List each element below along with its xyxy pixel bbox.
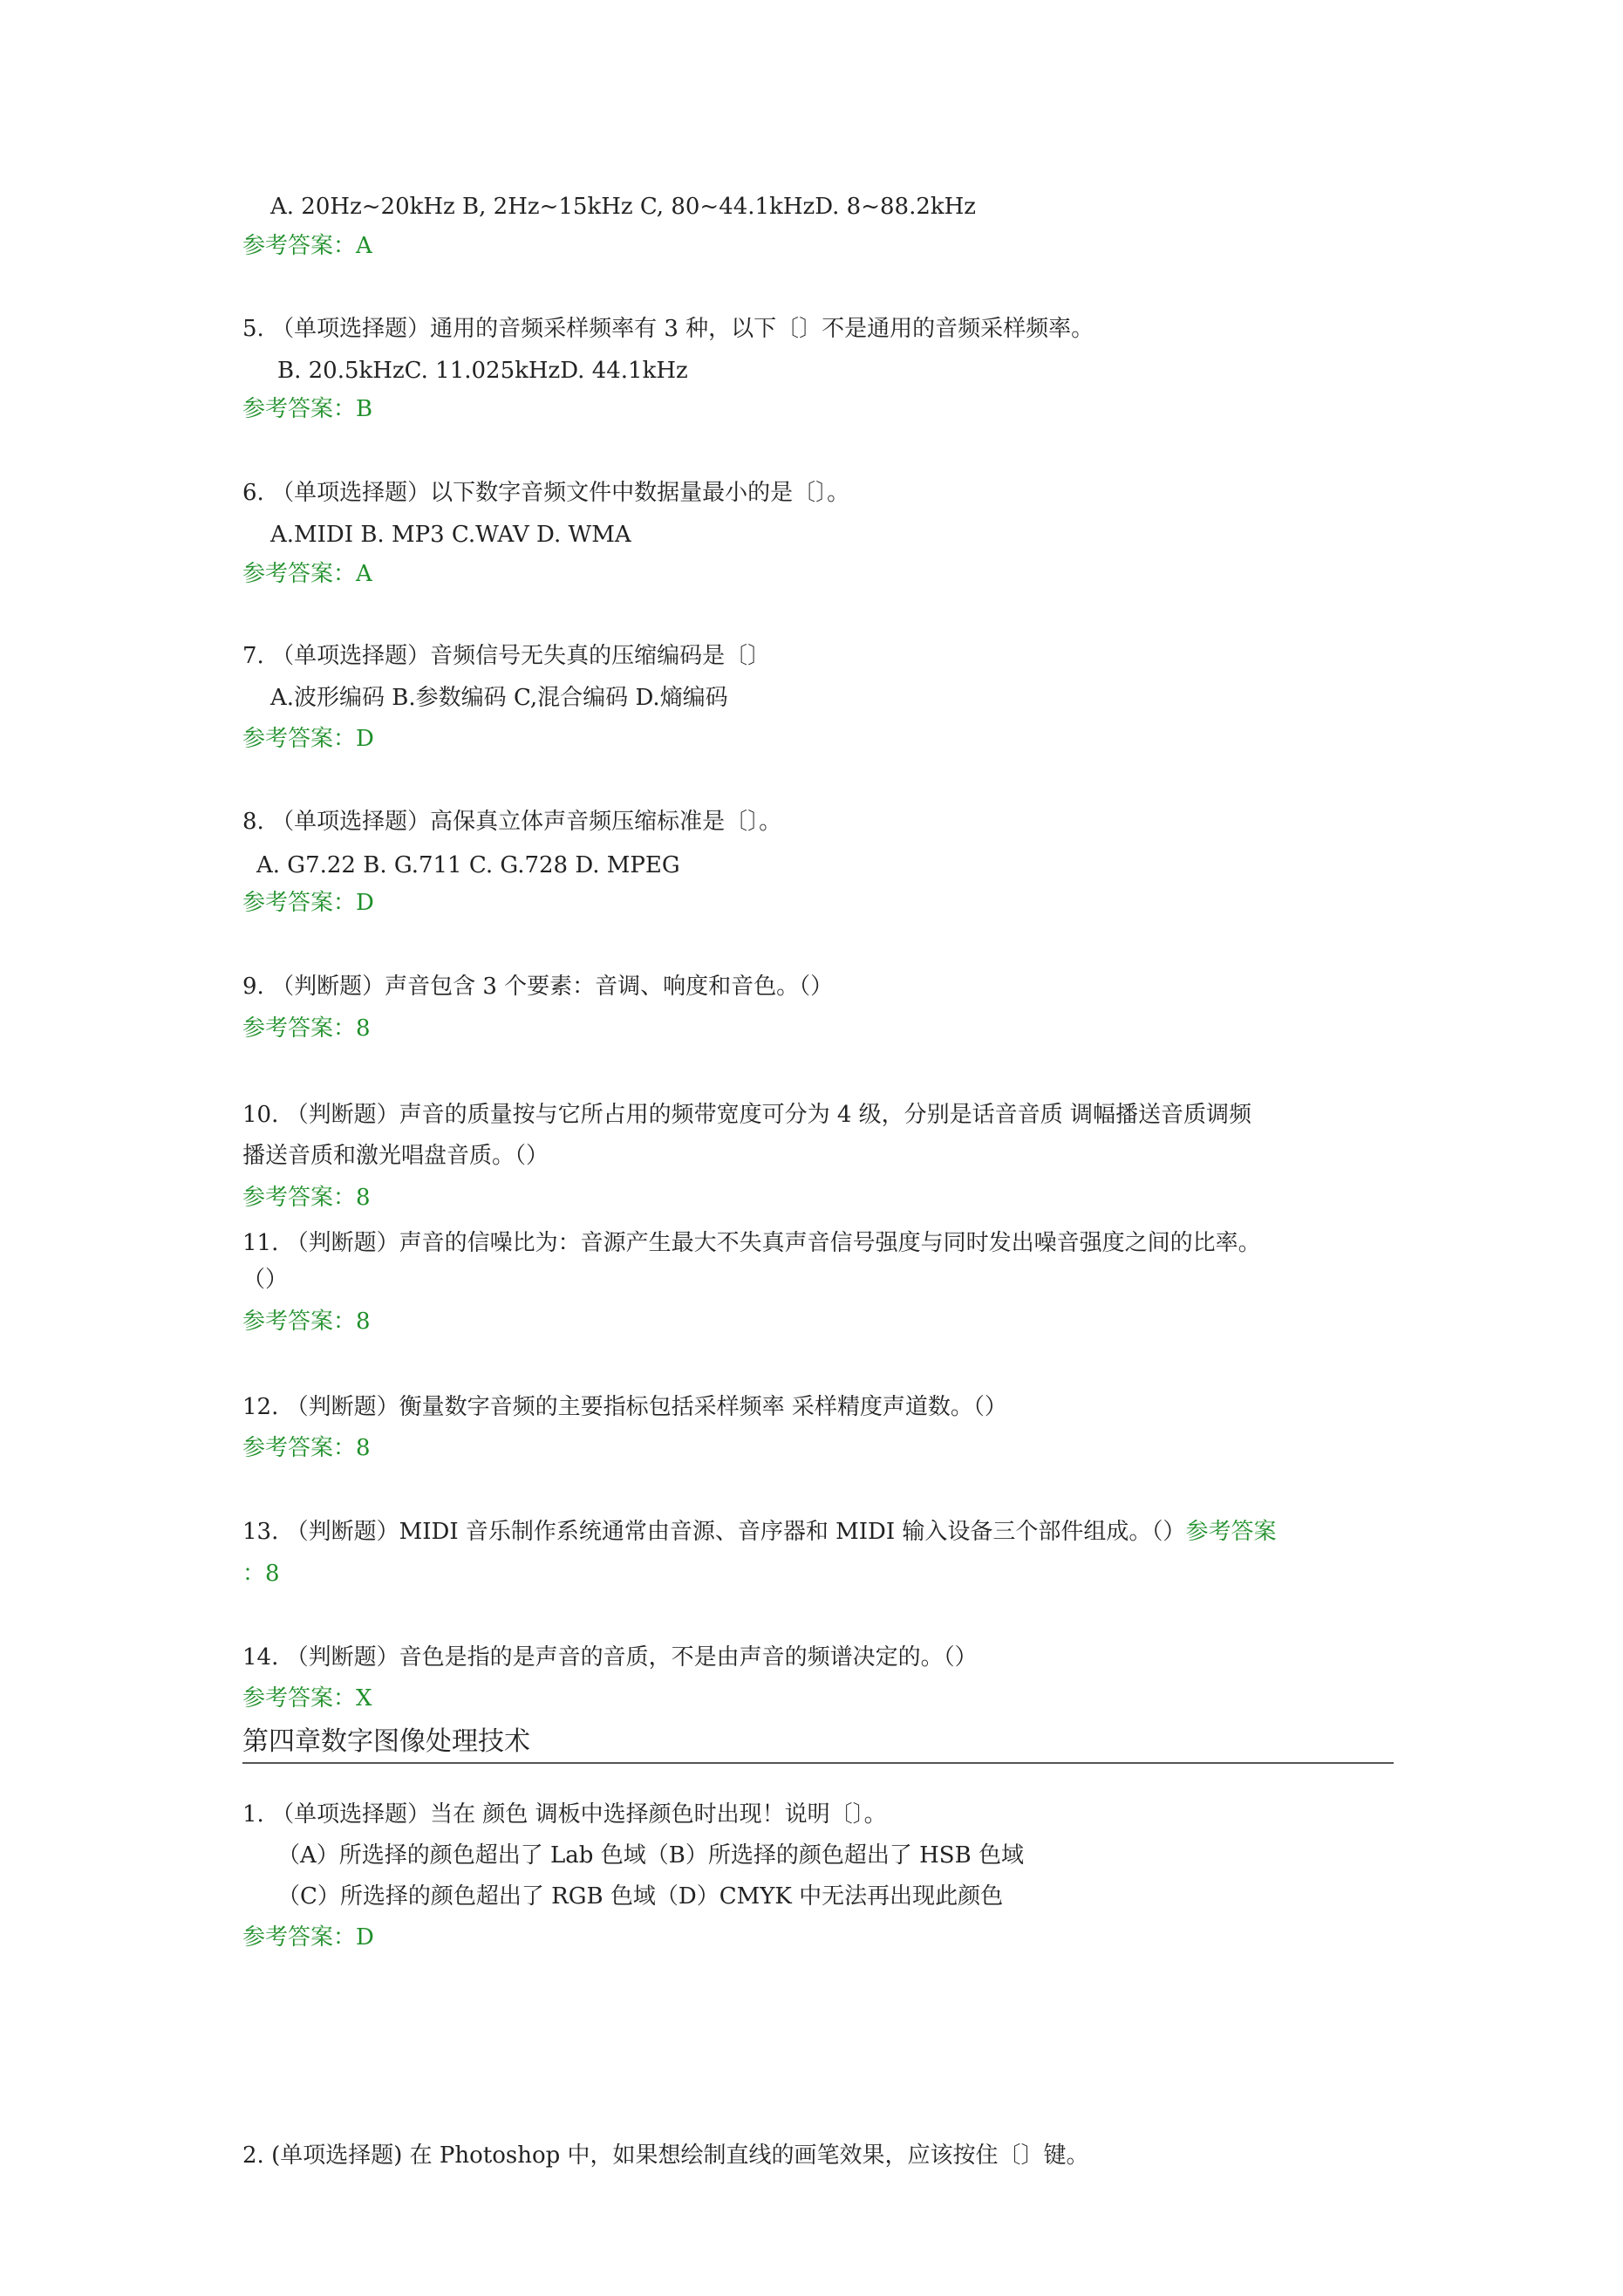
question-9: 9. （判断题）声音包含 3 个要素：音调、响度和音色。（） bbox=[242, 974, 834, 1000]
heading-rule bbox=[242, 1762, 1394, 1764]
answer-q5: 参考答案：B bbox=[242, 396, 373, 422]
question-11-line-2: （） bbox=[242, 1267, 289, 1293]
option-line-q8: A. G7.22 B. G.711 C. G.728 D. MPEG bbox=[256, 852, 680, 878]
question-8: 8. （单项选择题）高保真立体声音频压缩标准是〔〕。 bbox=[242, 809, 782, 835]
question-14: 14. （判断题）音色是指的是声音的音质，不是由声音的频谱决定的。（） bbox=[242, 1644, 978, 1671]
question-5: 5. （单项选择题）通用的音频采样频率有 3 种，以下〔〕不是通用的音频采样频率。 bbox=[242, 316, 1095, 342]
answer-q4: 参考答案：A bbox=[242, 233, 372, 259]
option-line-q4: A. 20Hz~20kHz B, 2Hz~15kHz C, 80~44.1kHzD. 8~88.2kHz bbox=[270, 194, 977, 220]
question-12: 12. （判断题）衡量数字音频的主要指标包括采样频率 采样精度声道数。（） bbox=[242, 1394, 1007, 1420]
question-10-line-1: 10. （判断题）声音的质量按与它所占用的频带宽度可分为 4 级，分别是话音音质 调幅播送音质调频 bbox=[242, 1102, 1251, 1128]
answer-q11: 参考答案：8 bbox=[242, 1309, 371, 1335]
answer-q10: 参考答案：8 bbox=[242, 1185, 371, 1211]
answer-q8: 参考答案：D bbox=[242, 890, 374, 916]
question-7: 7. （单项选择题）音频信号无失真的压缩编码是〔〕 bbox=[242, 643, 771, 669]
option-line-q7: A.波形编码 B.参数编码 C,混合编码 D.熵编码 bbox=[270, 685, 728, 711]
question-11-line-1: 11. （判断题）声音的信噪比为：音源产生最大不失真声音信号强度与同时发出噪音强度之间的比率。 bbox=[242, 1230, 1261, 1256]
question-10-line-2: 播送音质和激光唱盘音质。（） bbox=[242, 1143, 549, 1169]
question-6: 6. （单项选择题）以下数字音频文件中数据量最小的是〔〕。 bbox=[242, 480, 850, 506]
option-line-q5: B. 20.5kHzC. 11.025kHzD. 44.1kHz bbox=[277, 358, 688, 384]
question-13-text: 13. （判断题）MIDI 音乐制作系统通常由音源、音序器和 MIDI 输入设备三个部件组成。（） bbox=[242, 1519, 1186, 1545]
answer-q14: 参考答案：X bbox=[242, 1685, 372, 1712]
answer-q13: ：8 bbox=[242, 1561, 280, 1587]
chapter-heading: 第四章数字图像处理技术 bbox=[242, 1726, 530, 1757]
option-line-q6: A.MIDI B. MP3 C.WAV D. WMA bbox=[270, 522, 631, 548]
answer-q13-label: 参考答案 bbox=[1185, 1519, 1277, 1545]
chapter4-option-line-2: （C）所选择的颜色超出了 RGB 色域（D）CMYK 中无法再出现此颜色 bbox=[277, 1883, 1004, 1910]
answer-q12: 参考答案：8 bbox=[242, 1435, 371, 1461]
chapter4-question-1: 1. （单项选择题）当在 颜色 调板中选择颜色时出现！说明〔〕。 bbox=[242, 1801, 887, 1828]
chapter4-question-2: 2. (单项选择题) 在 Photoshop 中，如果想绘制直线的画笔效果，应该按住〔〕键。 bbox=[242, 2142, 1089, 2169]
answer-q6: 参考答案：A bbox=[242, 561, 372, 587]
answer-q9: 参考答案：8 bbox=[242, 1015, 371, 1042]
chapter4-option-line-1: （A）所选择的颜色超出了 Lab 色域（B）所选择的颜色超出了 HSB 色域 bbox=[277, 1842, 1024, 1869]
answer-q7: 参考答案：D bbox=[242, 726, 374, 752]
chapter4-answer-q1: 参考答案：D bbox=[242, 1924, 374, 1951]
question-13 bbox=[242, 1517, 1276, 1547]
